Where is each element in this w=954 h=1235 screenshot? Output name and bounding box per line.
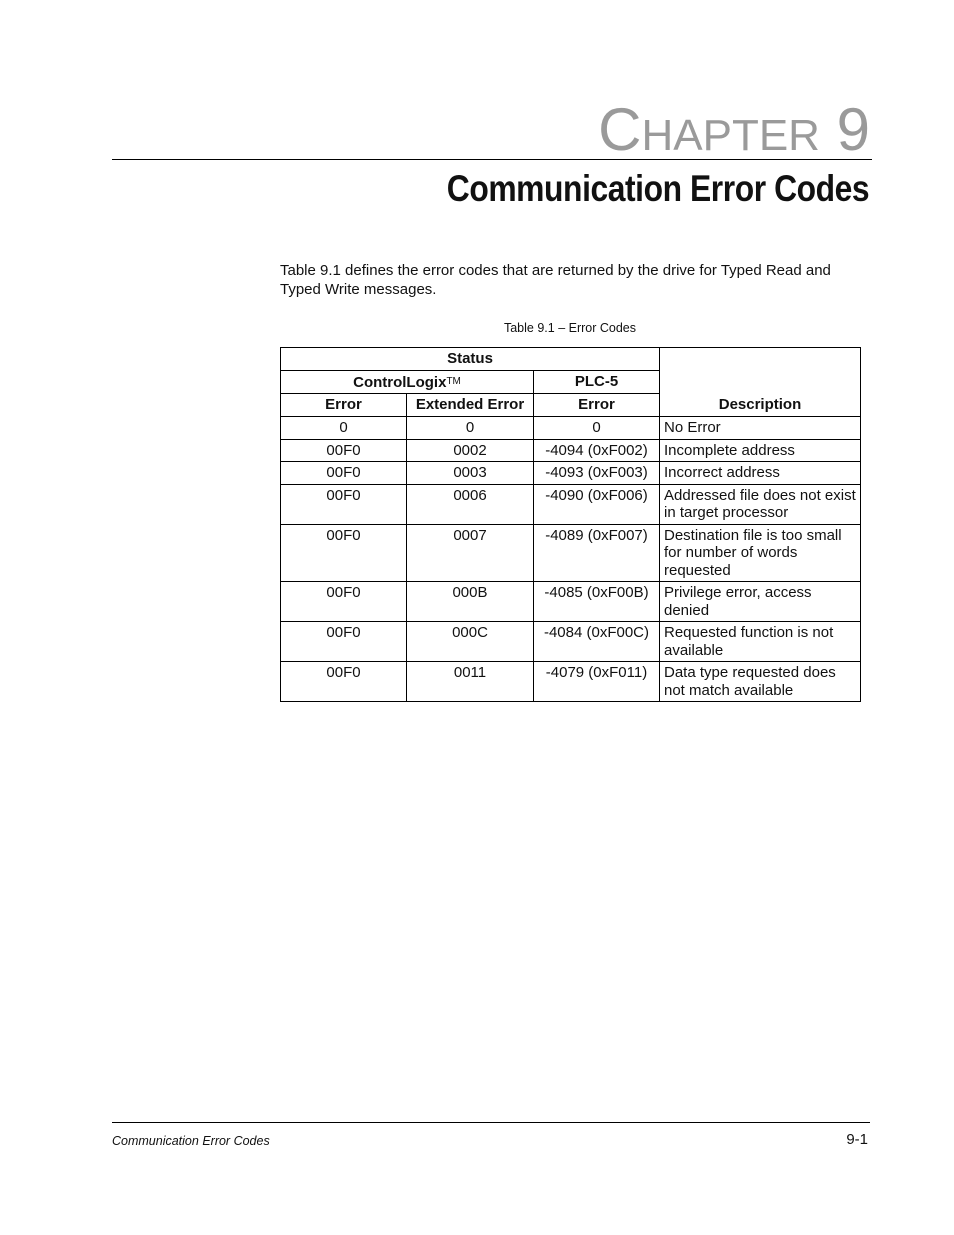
- plc5-error-cell: -4094 (0xF002): [534, 439, 660, 462]
- footer-rule: [112, 1122, 870, 1123]
- chapter-label: [598, 98, 870, 168]
- plc5-error-col-header: Error: [534, 394, 660, 417]
- extended-error-cell: 0007: [407, 524, 534, 582]
- description-cell: Data type requested does not match available: [660, 662, 861, 702]
- description-cell: Privilege error, access denied: [660, 582, 861, 622]
- plc5-error-cell: -4093 (0xF003): [534, 462, 660, 485]
- status-header: Status: [281, 348, 660, 371]
- error-cell: 00F0: [281, 662, 407, 702]
- intro-paragraph: Table 9.1 defines the error codes that are returned by the drive for Typed Read and Typed Write messages.: [280, 262, 831, 298]
- header-rule: [112, 159, 872, 160]
- error-cell: 00F0: [281, 439, 407, 462]
- error-cell: 00F0: [281, 462, 407, 485]
- extended-error-cell: 0002: [407, 439, 534, 462]
- description-cell: No Error: [660, 417, 861, 440]
- extended-error-cell: 0006: [407, 484, 534, 524]
- page-title: Communication Error Codes: [446, 168, 869, 209]
- description-header: Description: [660, 348, 861, 417]
- extended-error-col-header: Extended Error: [407, 394, 534, 417]
- footer-section-title: Communication Error Codes: [112, 1134, 270, 1148]
- plc5-header: PLC-5: [534, 371, 660, 394]
- chapter-number: 9: [836, 96, 870, 163]
- table-row: [281, 417, 861, 440]
- plc5-error-cell: -4090 (0xF006): [534, 484, 660, 524]
- error-codes-table: [280, 347, 861, 702]
- plc5-error-cell: -4079 (0xF011): [534, 662, 660, 702]
- error-col-header: Error: [281, 394, 407, 417]
- extended-error-cell: 0011: [407, 662, 534, 702]
- controllogix-header: [281, 371, 534, 394]
- error-cell: 00F0: [281, 582, 407, 622]
- chapter-initial: C: [598, 96, 642, 163]
- description-cell: Addressed file does not exist in target processor: [660, 484, 861, 524]
- extended-error-cell: 000B: [407, 582, 534, 622]
- table-row: [281, 462, 861, 485]
- extended-error-cell: 0003: [407, 462, 534, 485]
- chapter-space: [820, 96, 837, 163]
- extended-error-cell: 0: [407, 417, 534, 440]
- plc5-error-cell: -4084 (0xF00C): [534, 622, 660, 662]
- table-row: [281, 582, 861, 622]
- error-cell: 00F0: [281, 524, 407, 582]
- chapter-word: HAPTER: [641, 111, 820, 160]
- table-row: [281, 622, 861, 662]
- page-number: 9-1: [846, 1131, 868, 1148]
- description-cell: Incomplete address: [660, 439, 861, 462]
- description-cell: Destination file is too small for number of words requested: [660, 524, 861, 582]
- plc5-error-cell: -4085 (0xF00B): [534, 582, 660, 622]
- table-row: [281, 439, 861, 462]
- table-row: [281, 524, 861, 582]
- description-cell: Incorrect address: [660, 462, 861, 485]
- error-cell: 00F0: [281, 622, 407, 662]
- table-caption: Table 9.1 – Error Codes: [503, 321, 636, 335]
- plc5-error-cell: -4089 (0xF007): [534, 524, 660, 582]
- controllogix-label: ControlLogix: [353, 373, 447, 391]
- description-cell: Requested function is not available: [660, 622, 861, 662]
- error-cell: 0: [281, 417, 407, 440]
- table-row: [281, 484, 861, 524]
- error-cell: 00F0: [281, 484, 407, 524]
- extended-error-cell: 000C: [407, 622, 534, 662]
- trademark-symbol: TM: [446, 375, 461, 387]
- plc5-error-cell: 0: [534, 417, 660, 440]
- table-row: [281, 662, 861, 702]
